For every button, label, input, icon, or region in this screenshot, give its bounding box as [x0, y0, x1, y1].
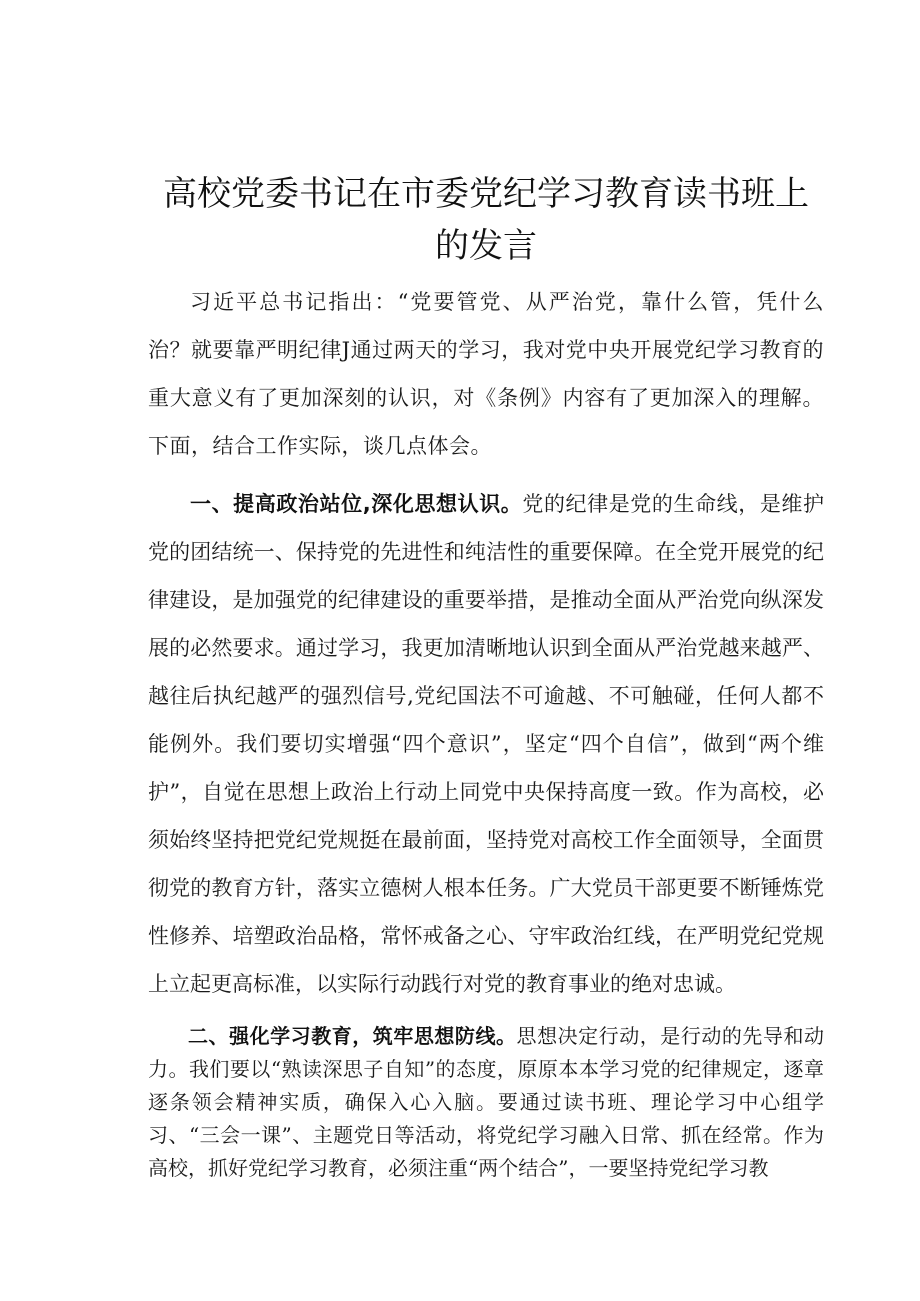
section-2-body: 思想决定行动，是行动的先导和动力。我们要以“熟读深思子自知”的态度，原原本本学习党的纪律规定，逐章逐条领会精神实质，确保入心入脑。要通过读书班、理论学习中心组学习、“三会一课”、主题党日等活动，将党纪学习融入日常、抓在经常。作为高校，抓好党纪学习教育，必须注重“两个结合”，一要坚持党纪学习教 — [148, 1024, 825, 1180]
document-title: 高校党委书记在市委党纪学习教育读书班上的发言 — [163, 174, 809, 266]
section-1-paragraph — [148, 480, 824, 1008]
section-2-heading: 二、强化学习教育，筑牢思想防线。 — [188, 1024, 517, 1048]
intro-paragraph: 习近平总书记指出：“党要管党、从严治党，靠什么管，凭什么治？就要靠严明纪律J通过两天的学习，我对党中央开展党纪学习教育的重大意义有了更加深刻的认识，对《条例》内容有了更加深入的理解。下面，结合工作实际，谈几点体会。 — [148, 290, 824, 458]
section-1-body: 党的纪律是党的生命线，是维护党的团结统一、保持党的先进性和纯洁性的重要保障。在全党开展党的纪律建设，是加强党的纪律建设的重要举措，是推动全面从严治党向纵深发展的必然要求。通过学习，我更加清晰地认识到全面从严治党越来越严、越往后执纪越严的强烈信号,党纪国法不可逾越、不可触碰，任何人都不能例外。我们要切实增强“四个意识”，坚定“四个自信”，做到“两个维护”，自觉在思想上政治上行动上同党中央保持高度一致。作为高校，必须始终坚持把党纪党规挺在最前面，坚持党对高校工作全面领导，全面贯彻党的教育方针，落实立德树人根本任务。广大党员干部更要不断锤炼党性修养、培塑政治品格，常怀戒备之心、守牢政治红线，在严明党纪党规上立起更高标准，以实际行动践行对党的教育事业的绝对忠诚。 — [148, 492, 825, 996]
document-page — [148, 168, 824, 1185]
section-2-paragraph — [148, 1020, 824, 1185]
section-1-heading: 一、提高政治站位,深化思想认识。 — [190, 492, 523, 516]
